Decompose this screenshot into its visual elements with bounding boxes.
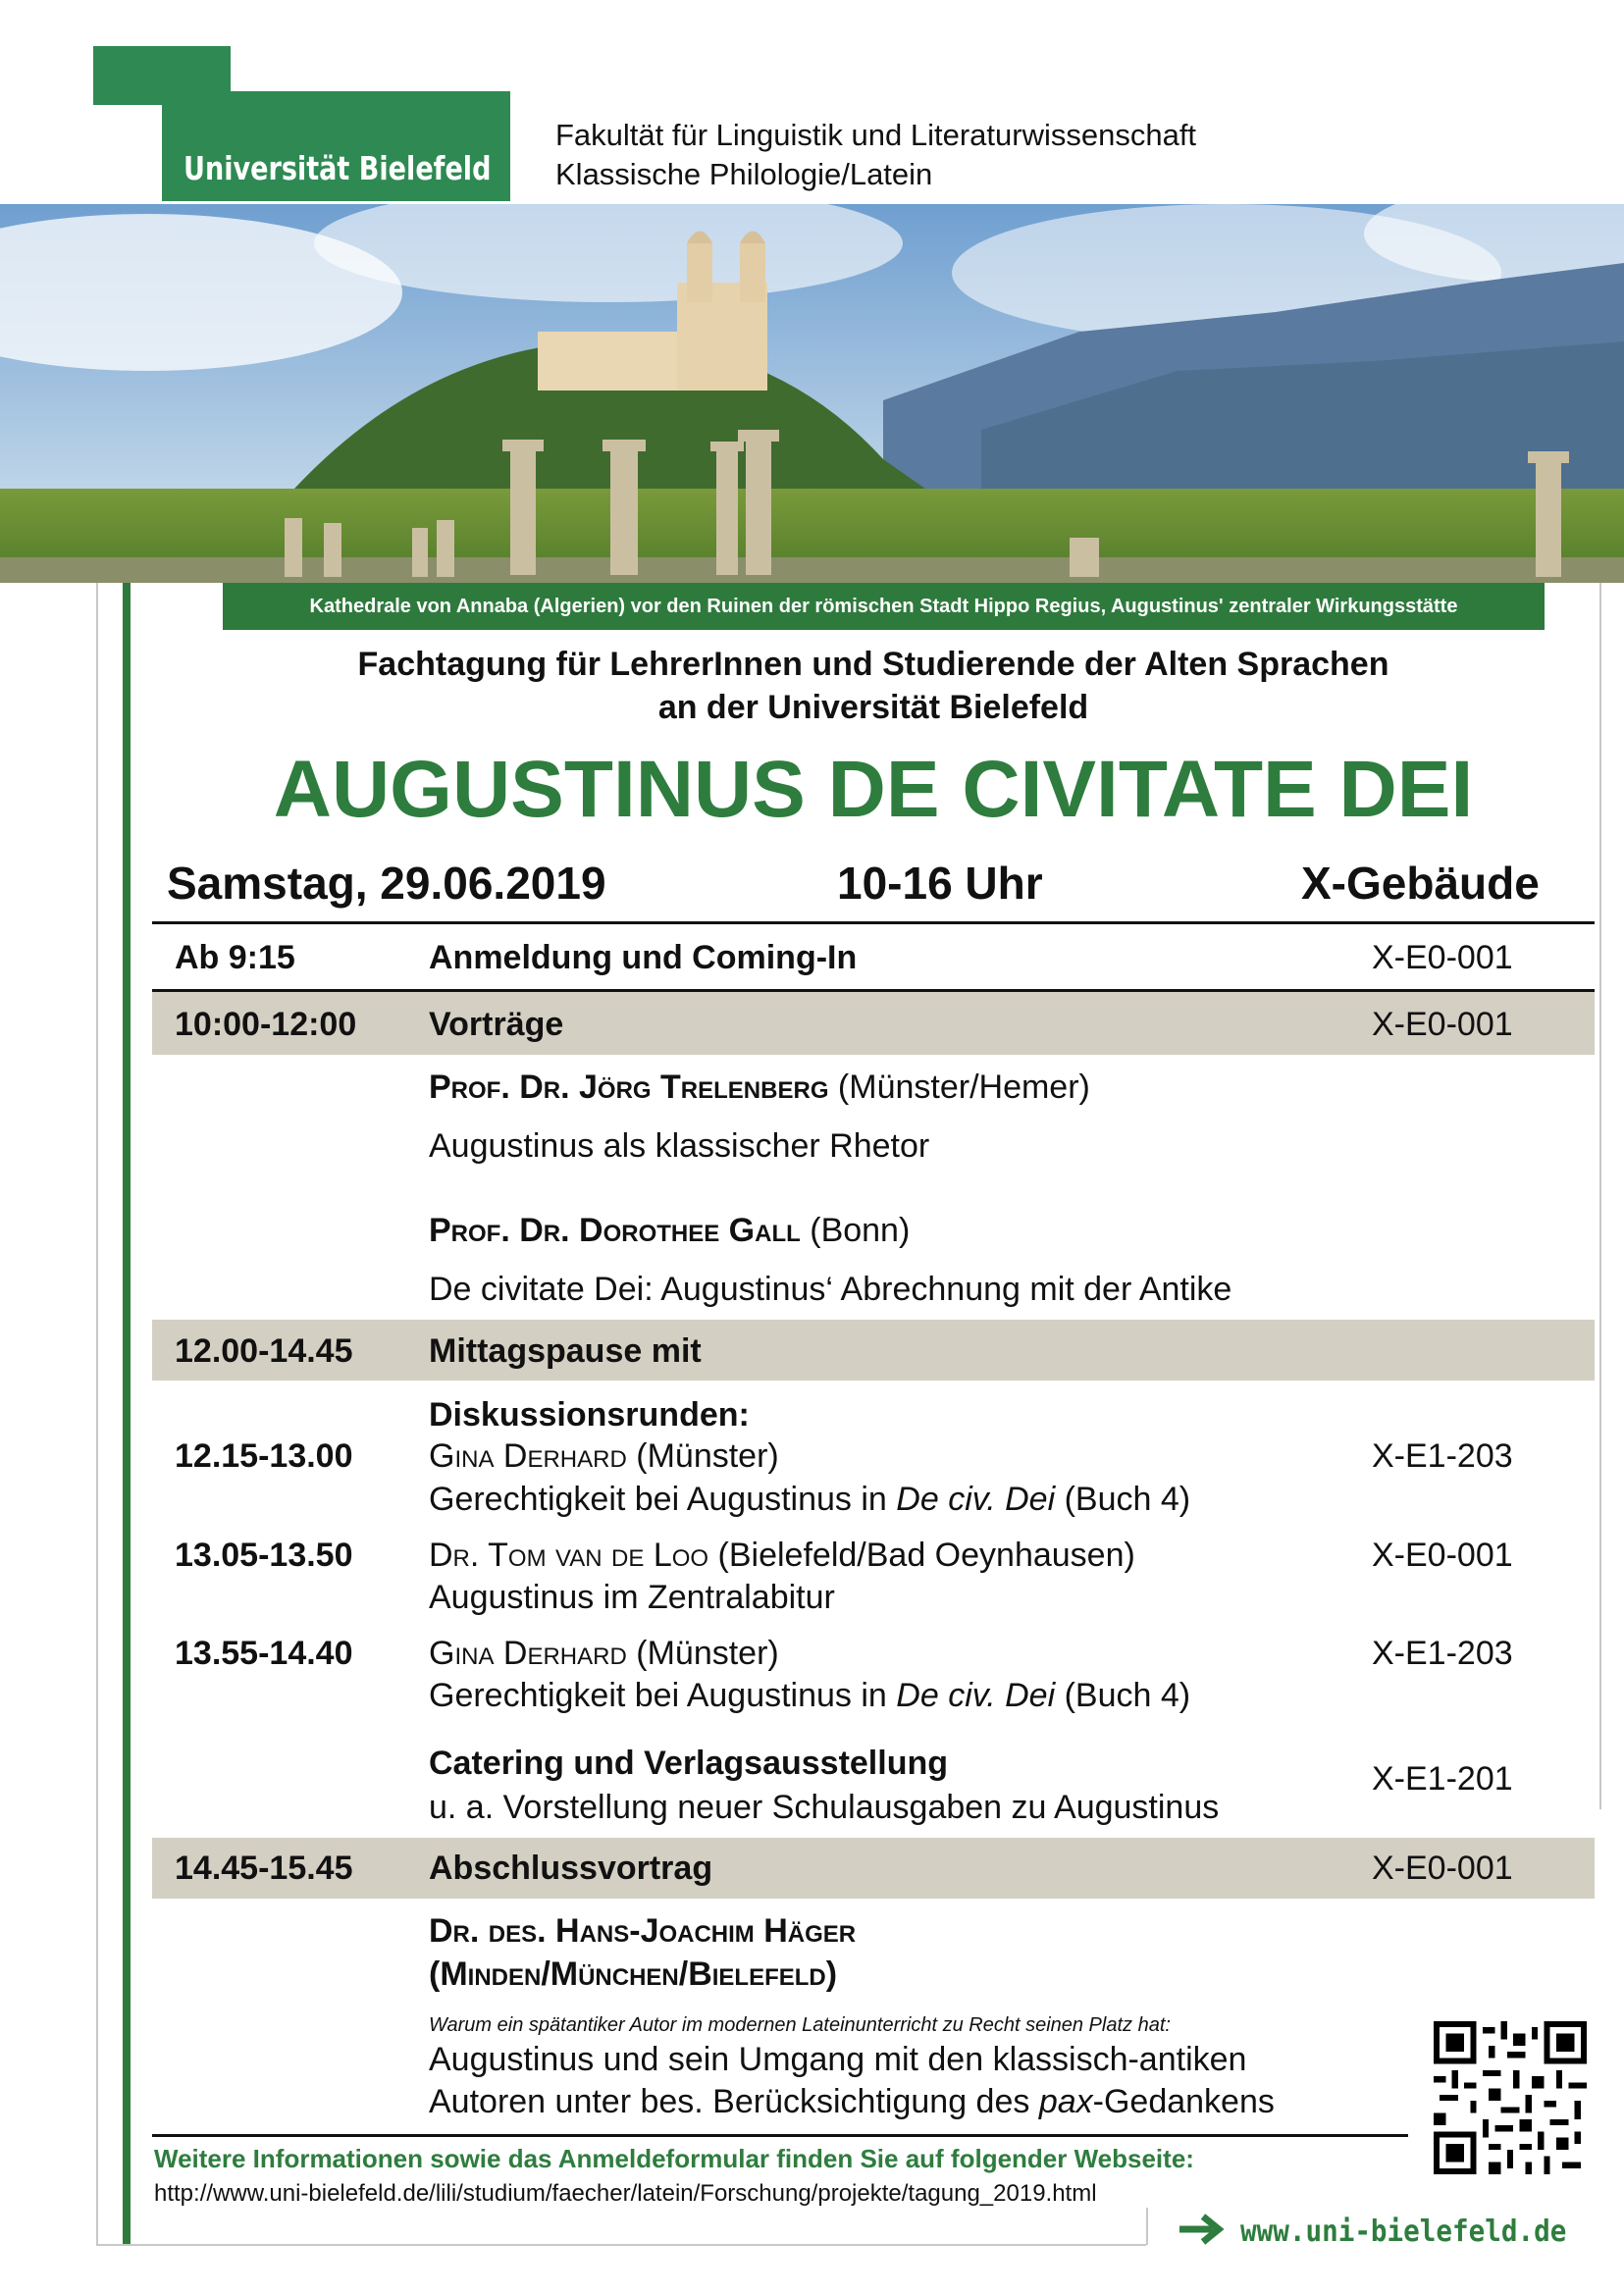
speaker-place: (Bielefeld/Bad Oeynhausen) [708,1537,1135,1574]
faculty-info [555,116,1196,194]
talk-topic: De civitate Dei: Augustinus‘ Abrechnung mit der Antike [429,1271,1232,1308]
topic-italic: De civ. Dei [896,1677,1056,1714]
schedule-time: 14.45-15.45 [175,1850,353,1887]
schedule-room: X-E0-001 [1372,939,1513,976]
schedule-time: 12.00-14.45 [175,1332,353,1370]
topic-text: (Buch 4) [1055,1481,1191,1518]
speaker-place: (Münster) [626,1635,779,1672]
schedule-time: Ab 9:15 [175,939,295,976]
speaker-name: Dr. des. Hans-Joachim Häger [429,1912,857,1950]
schedule-label: Anmeldung und Coming-In [429,939,858,976]
faculty-line: Fakultät für Linguistik und Literaturwissenschaft [555,118,1197,152]
schedule-room: X-E0-001 [1372,1006,1513,1043]
speaker-place: (Bonn) [800,1212,911,1249]
topic-text: -Gedankens [1092,2083,1275,2120]
talk-topic: Augustinus und sein Umgang mit den klassisch-antiken [429,2041,1247,2078]
catering-label: Catering und Verlagsausstellung [429,1745,949,1782]
topic-text: Autoren unter bes. Berücksichtigung des [429,2083,1039,2120]
speaker-name: Gina Derhard [429,1635,627,1672]
frame-bottom-divider [1146,2208,1148,2245]
topic-italic: pax [1038,2083,1093,2120]
schedule-time: 13.55-14.40 [175,1635,353,1672]
speaker-place: (Münster) [626,1437,779,1475]
accent-bar [123,583,131,2245]
website-link[interactable] [1178,2213,1595,2251]
schedule-label: Vorträge [429,1006,564,1043]
schedule-label: Abschlussvortrag [429,1850,713,1887]
event-subtitle [137,643,1609,729]
schedule-time: 10:00-12:00 [175,1006,357,1043]
qr-code[interactable] [1434,2021,1587,2174]
header-photo [0,204,1624,583]
frame-bottom-line [96,2244,1146,2246]
frame-left-line [96,583,98,2245]
catering-sub: u. a. Vorstellung neuer Schulausgaben zu Augustinus [429,1789,1220,1826]
talk-topic [429,1676,1190,1715]
schedule-time: 12.15-13.00 [175,1437,353,1475]
speaker-name: Gina Derhard [429,1437,627,1475]
department-line: Klassische Philologie/Latein [555,157,933,191]
event-title: AUGUSTINUS DE CIVITATE DEI [273,745,1474,834]
topic-italic: De civ. Dei [896,1481,1056,1518]
discussion-header: Diskussionsrunden: [429,1396,750,1434]
speaker-place: (Minden/München/Bielefeld) [429,1955,838,1993]
arrow-right-icon [1178,2213,1225,2251]
speaker-name: Prof. Dr. Dorothee Gall [429,1212,801,1249]
schedule-time: 13.05-13.50 [175,1537,353,1574]
speaker-line [429,1211,910,1250]
talk-note: Warum ein spätantiker Autor im modernen Lateinunterricht zu Recht seinen Platz hat: [429,2014,1171,2036]
date-rule [152,921,1595,924]
subtitle-line-1: Fachtagung für LehrerInnen und Studierende der Alten Sprachen [357,646,1389,683]
subtitle-line-2: an der Universität Bielefeld [657,689,1089,726]
website-text[interactable]: www.uni-bielefeld.de [1240,2215,1567,2249]
topic-text: (Buch 4) [1055,1677,1191,1714]
speaker-name: Dr. Tom van de Loo [429,1537,709,1574]
talk-topic: Augustinus als klassischer Rhetor [429,1127,930,1165]
topic-text: Gerechtigkeit bei Augustinus in [429,1481,897,1518]
speaker-line [429,1436,779,1476]
schedule-band [152,1320,1595,1381]
info-text: Weitere Informationen sowie das Anmeldeformular finden Sie auf folgender Webseite: [154,2144,1194,2173]
speaker-place: (Münster/Hemer) [828,1069,1090,1106]
schedule-room: X-E1-203 [1372,1437,1513,1475]
speaker-line [429,1634,779,1673]
schedule-room: X-E1-203 [1372,1635,1513,1672]
topic-text: Gerechtigkeit bei Augustinus in [429,1677,897,1714]
talk-topic: Augustinus im Zentralabitur [429,1579,835,1616]
event-time: 10-16 Uhr [837,858,1043,909]
photo-caption: Kathedrale von Annaba (Algerien) vor den Ruinen der römischen Stadt Hippo Regius, Augustinus' zentraler Wirkungsstätte [223,583,1545,630]
footer-rule [152,2134,1408,2137]
schedule-room: X-E0-001 [1372,1537,1513,1574]
info-url[interactable]: http://www.uni-bielefeld.de/lili/studium/faecher/latein/Forschung/projekte/tagung_2019.html [154,2180,1097,2207]
talk-topic [429,1480,1190,1519]
logo-text: Universität Bielefeld [183,149,492,187]
speaker-line [429,1068,1090,1107]
schedule-label: Mittagspause mit [429,1332,702,1370]
speaker-line [429,1536,1135,1575]
schedule-room: X-E0-001 [1372,1850,1513,1887]
talk-topic [429,2082,1275,2121]
event-building: X-Gebäude [1301,858,1540,909]
event-date: Samstag, 29.06.2019 [167,858,606,909]
speaker-name: Prof. Dr. Jörg Trelenberg [429,1069,829,1106]
schedule-room: X-E1-201 [1372,1760,1513,1798]
